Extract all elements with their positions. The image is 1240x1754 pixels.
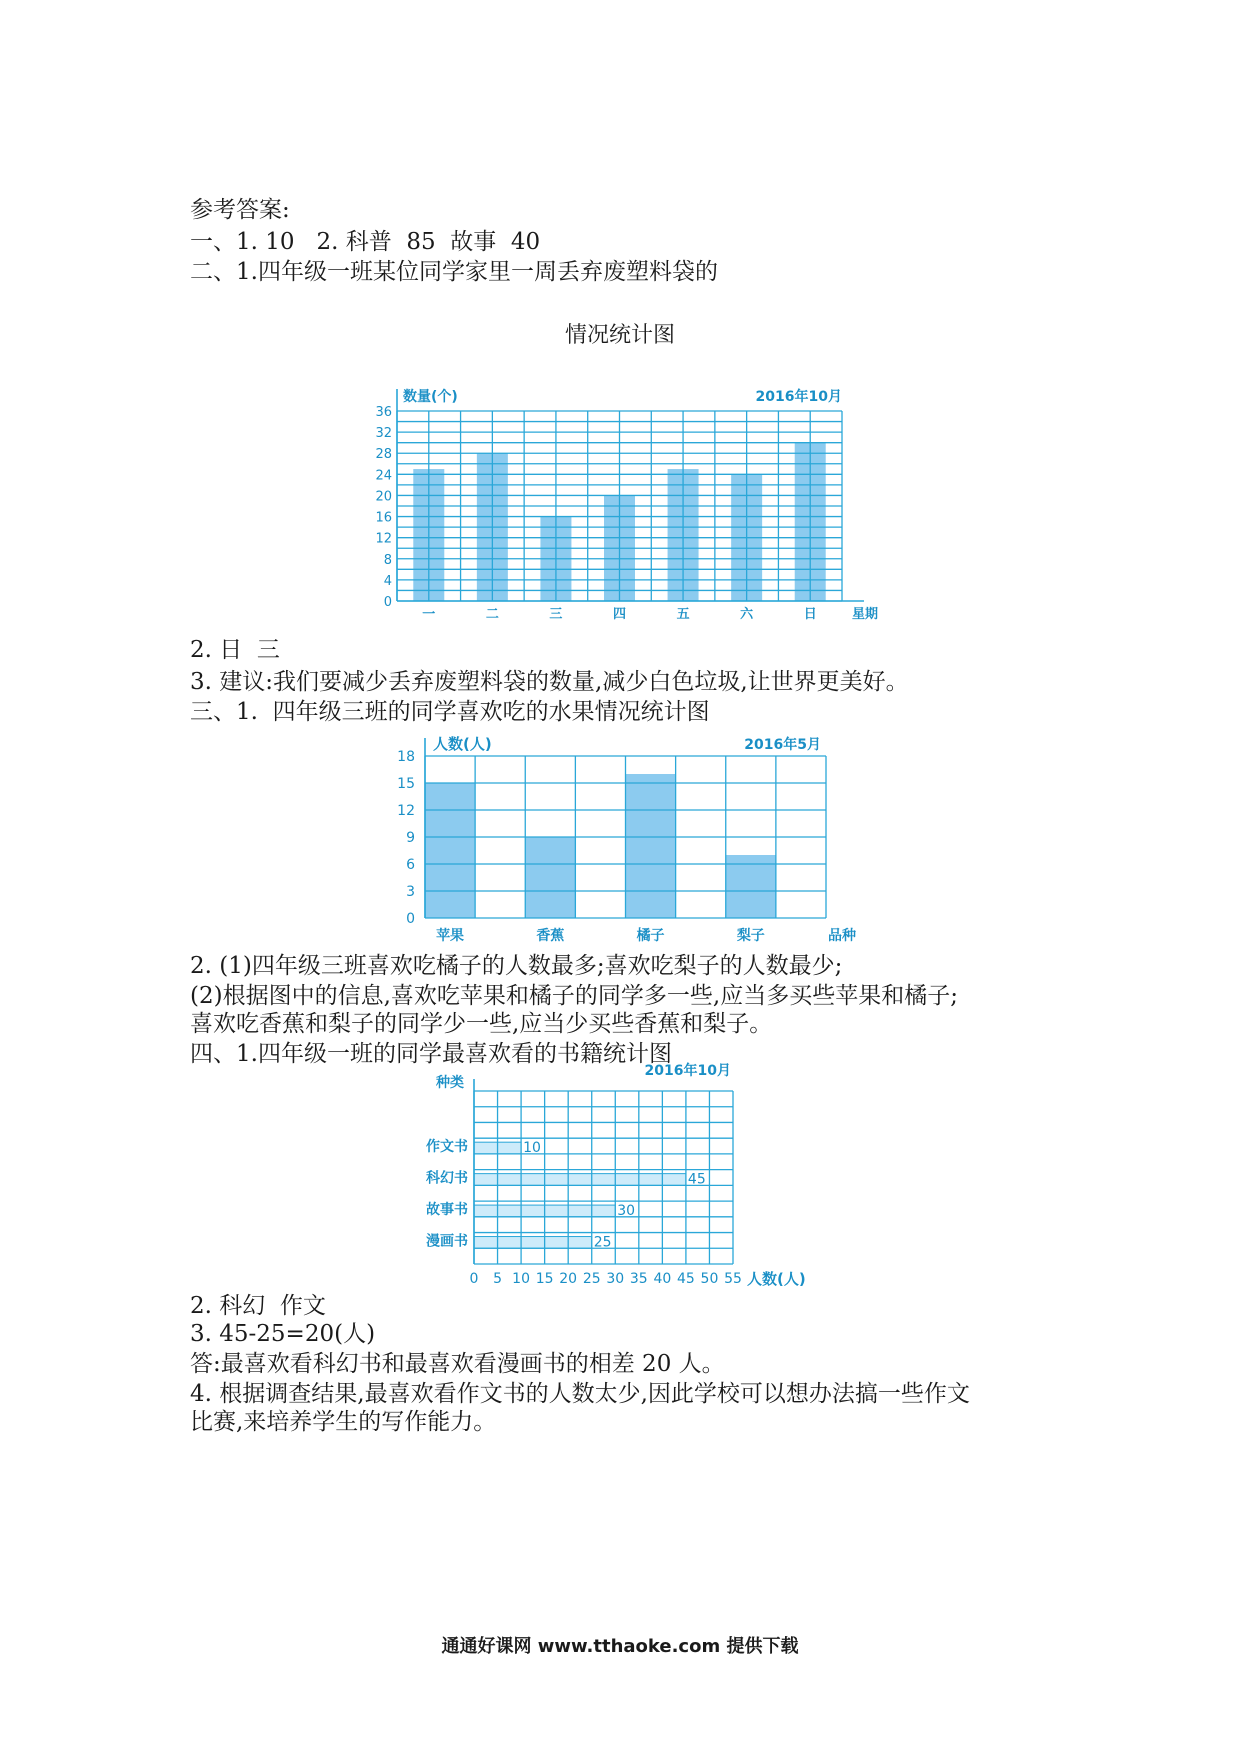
answer-line-8: 喜欢吃香蕉和梨子的同学少一些,应当少买些香蕉和梨子。 <box>190 1011 773 1037</box>
y-axis-label: 人数(人) <box>433 735 492 753</box>
tick-label: 32 <box>375 426 392 442</box>
answer-line-13: 4. 根据调查结果,最喜欢看作文书的人数太少,因此学校可以想办法搞一些作文 <box>190 1381 970 1407</box>
answer-line-14: 比赛,来培养学生的写作能力。 <box>190 1409 497 1435</box>
answers-heading: 参考答案: <box>190 197 290 223</box>
bar <box>474 1237 592 1249</box>
tick-label: 作文书 <box>426 1138 468 1155</box>
tick-label: 橘子 <box>636 928 665 944</box>
tick-label: 28 <box>375 447 392 463</box>
tick-label: 漫画书 <box>426 1233 468 1250</box>
tick-label: 9 <box>406 830 415 846</box>
x-axis-label: 人数(人) <box>747 1270 806 1288</box>
tick-label: 50 <box>700 1271 719 1287</box>
chart-date: 2016年10月 <box>644 1063 731 1079</box>
chart-date: 2016年10月 <box>755 389 842 405</box>
bar <box>425 783 475 918</box>
tick-label: 16 <box>375 510 392 526</box>
tick-label: 六 <box>740 607 754 622</box>
tick-label: 40 <box>653 1271 672 1287</box>
tick-label: 0 <box>383 595 392 610</box>
tick-label: 20 <box>375 489 392 505</box>
tick-label: 8 <box>383 552 392 568</box>
tick-label: 36 <box>375 405 392 420</box>
y-axis-label: 数量(个) <box>403 389 458 405</box>
tick-label: 五 <box>676 607 690 622</box>
tick-label: 15 <box>397 776 415 792</box>
tick-label: 一 <box>422 607 436 622</box>
tick-label: 35 <box>629 1271 648 1287</box>
answer-line-7: (2)根据图中的信息,喜欢吃苹果和橘子的同学多一些,应当多买些苹果和橘子; <box>190 983 958 1009</box>
tick-label: 3 <box>406 884 415 900</box>
tick-label: 30 <box>606 1271 625 1287</box>
answer-line-4: 3. 建议:我们要减少丢弃废塑料袋的数量,减少白色垃圾,让世界更美好。 <box>190 669 909 695</box>
answer-line-2: 二、1.四年级一班某位同学家里一周丢弃废塑料袋的 <box>190 259 718 285</box>
tick-label: 20 <box>559 1271 578 1287</box>
bar <box>525 837 575 918</box>
data-label: 45 <box>687 1171 706 1188</box>
data-label: 25 <box>593 1234 612 1251</box>
bar <box>474 1174 686 1186</box>
tick-label: 5 <box>493 1271 503 1287</box>
tick-label: 0 <box>469 1271 479 1287</box>
tick-label: 25 <box>582 1271 601 1287</box>
tick-label: 科幻书 <box>426 1170 468 1187</box>
answer-line-11: 3. 45-25=20(人) <box>190 1321 376 1347</box>
book-horizontal-bar-chart <box>426 1062 806 1288</box>
answer-line-1: 一、1. 10 2. 科普 85 故事 40 <box>190 229 541 255</box>
fruit-bar-chart <box>397 735 856 944</box>
x-axis-label: 星期 <box>852 607 879 622</box>
tick-label: 日 <box>803 607 817 622</box>
tick-label: 梨子 <box>736 928 765 944</box>
footer-source: 通通好课网 www.tthaoke.com 提供下载 <box>441 1636 799 1657</box>
bar <box>626 774 676 918</box>
answer-line-10: 2. 科幻 作文 <box>190 1293 326 1319</box>
tick-label: 香蕉 <box>536 928 565 944</box>
tick-label: 6 <box>406 857 415 873</box>
tick-label: 18 <box>397 749 415 765</box>
answer-line-5: 三、1. 四年级三班的同学喜欢吃的水果情况统计图 <box>190 699 710 725</box>
tick-label: 4 <box>383 573 392 589</box>
plastic-bag-bar-chart <box>375 388 878 622</box>
tick-label: 10 <box>512 1271 531 1287</box>
x-axis-label: 品种 <box>828 928 856 944</box>
tick-label: 55 <box>724 1271 742 1287</box>
y-axis-label: 种类 <box>436 1075 464 1091</box>
tick-label: 三 <box>549 607 563 622</box>
tick-label: 故事书 <box>426 1201 468 1218</box>
tick-label: 12 <box>397 803 415 819</box>
answer-line-3: 2. 日 三 <box>190 637 280 663</box>
answer-line-12: 答:最喜欢看科幻书和最喜欢看漫画书的相差 20 人。 <box>190 1351 725 1377</box>
data-label: 10 <box>523 1139 541 1156</box>
tick-label: 0 <box>406 911 415 927</box>
chart-date: 2016年5月 <box>744 737 821 753</box>
tick-label: 24 <box>375 468 392 484</box>
answer-line-6: 2. (1)四年级三班喜欢吃橘子的人数最多;喜欢吃梨子的人数最少; <box>190 953 843 979</box>
chart1-title: 情况统计图 <box>564 323 675 348</box>
tick-label: 二 <box>485 607 499 622</box>
tick-label: 45 <box>676 1271 695 1287</box>
tick-label: 苹果 <box>436 928 465 944</box>
tick-label: 四 <box>612 607 627 622</box>
tick-label: 15 <box>535 1271 554 1287</box>
data-label: 30 <box>617 1202 636 1219</box>
tick-label: 12 <box>375 531 392 547</box>
answer-line-9: 四、1.四年级一班的同学最喜欢看的书籍统计图 <box>190 1041 672 1067</box>
